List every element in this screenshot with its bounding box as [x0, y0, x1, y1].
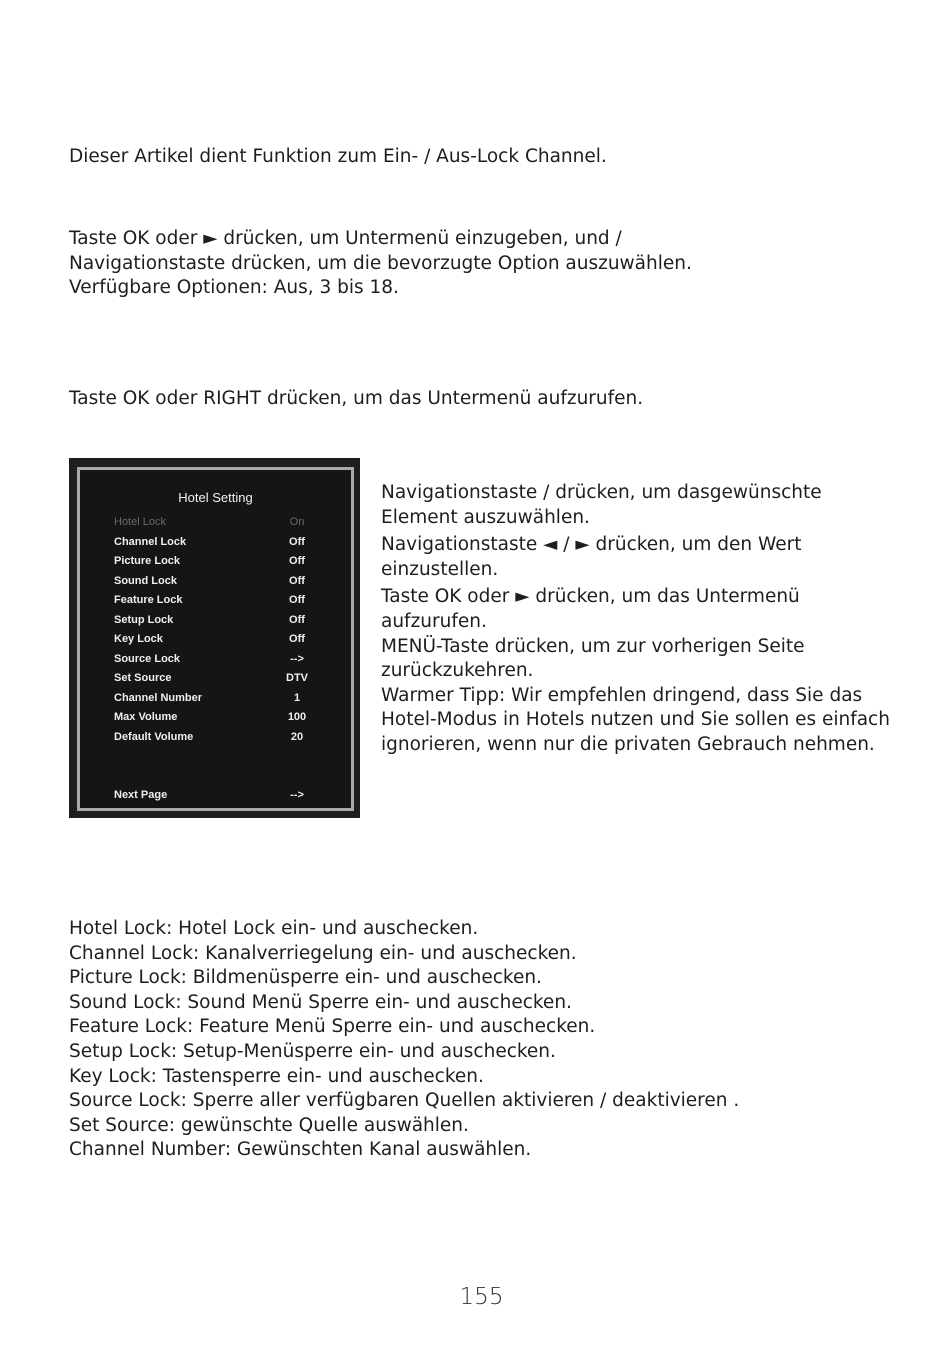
osd-row-label: Max Volume	[114, 711, 178, 723]
osd-row-value: Off	[289, 613, 305, 626]
description-line: Sound Lock: Sound Menü Sperre ein- und auschecken.	[69, 991, 572, 1013]
osd-row-value: Off	[289, 555, 305, 567]
instruction-line: MENÜ-Taste drücken, um zur vorherigen Seite	[381, 635, 805, 657]
osd-row-value: Off	[289, 574, 305, 587]
osd-row-key-lock[interactable]	[114, 633, 329, 651]
osd-row-label: Default Volume	[114, 730, 194, 743]
instruction-line: einzustellen.	[381, 558, 499, 580]
description-line: Channel Number: Gewünschten Kanal auswählen.	[69, 1139, 532, 1161]
osd-row-channel-lock[interactable]	[114, 536, 329, 554]
submenu-hint: Taste OK oder RIGHT drücken, um das Untermenü aufzurufen.	[69, 388, 644, 409]
osd-row-channel-number[interactable]	[114, 692, 329, 710]
navigation-paragraph	[69, 227, 692, 301]
navigation-line: Navigationstaste drücken, um die bevorzugte Option auszuwählen.	[69, 252, 692, 274]
osd-row-label: Sound Lock	[114, 574, 177, 587]
navigation-line: Verfügbare Optionen: Aus, 3 bis 18.	[69, 277, 399, 299]
osd-next-page-label: Next Page	[114, 789, 168, 801]
osd-row-label: Source Lock	[114, 652, 181, 665]
osd-row-label: Key Lock	[114, 633, 163, 645]
lock-descriptions	[69, 917, 739, 1163]
osd-row-feature-lock[interactable]	[114, 594, 329, 612]
osd-frame	[77, 467, 354, 811]
description-line: Channel Lock: Kanalverriegelung ein- und auschecken.	[69, 942, 577, 964]
instruction-line: ignorieren, wenn nur die privaten Gebrauch nehmen.	[381, 733, 875, 755]
osd-row-value: Off	[289, 535, 305, 548]
instruction-line: Navigationstaste / drücken, um dasgewünschte	[381, 482, 822, 503]
instructions-column	[381, 481, 947, 758]
osd-row-label: Channel Number	[114, 691, 203, 704]
osd-row-sound-lock[interactable]	[114, 575, 329, 593]
osd-row-value: Off	[289, 633, 305, 645]
osd-row-value: -->	[290, 652, 304, 665]
osd-row-label: Hotel Lock	[114, 516, 166, 528]
osd-row-label: Feature Lock	[114, 594, 183, 606]
osd-row-default-volume[interactable]	[114, 731, 329, 749]
osd-row-label: Setup Lock	[114, 613, 174, 626]
osd-row-hotel-lock[interactable]	[114, 516, 329, 534]
page-number: 155	[459, 1284, 504, 1310]
osd-row-source-lock[interactable]	[114, 653, 329, 671]
description-line: Setup Lock: Setup-Menüsperre ein- und auschecken.	[69, 1040, 556, 1062]
description-line: Hotel Lock: Hotel Lock ein- und auschecken.	[69, 918, 479, 939]
osd-row-set-source[interactable]	[114, 672, 329, 690]
description-line: Picture Lock: Bildmenüsperre ein- und auschecken.	[69, 967, 542, 989]
osd-row-value: 1	[293, 691, 301, 704]
instruction-line: Warmer Tipp: Wir empfehlen dringend, dass Sie das	[381, 684, 863, 706]
osd-row-value: 20	[290, 730, 304, 743]
osd-row-value: DTV	[286, 672, 308, 684]
instruction-line: zurückzukehren.	[381, 660, 534, 682]
intro-text: Dieser Artikel dient Funktion zum Ein- / Aus-Lock Channel.	[69, 146, 607, 167]
description-line: Set Source: gewünschte Quelle auswählen.	[69, 1114, 469, 1136]
osd-title: Hotel Setting	[178, 490, 253, 505]
description-line: Source Lock: Sperre aller verfügbaren Quellen aktivieren / deaktivieren .	[69, 1090, 740, 1112]
osd-row-label: Set Source	[114, 672, 172, 684]
instruction-line: Navigationstaste ◄ / ► drücken, um den Wert	[381, 534, 802, 556]
instruction-line: Hotel-Modus in Hotels nutzen und Sie sollen es einfach	[381, 709, 890, 731]
osd-row-value: 100	[287, 711, 307, 723]
osd-next-page-arrow: -->	[290, 789, 304, 801]
navigation-line: Taste OK oder ► drücken, um Untermenü einzugeben, und /	[69, 228, 622, 249]
osd-next-page[interactable]	[114, 789, 329, 807]
osd-row-picture-lock[interactable]	[114, 555, 329, 573]
description-line: Key Lock: Tastensperre ein- und auschecken.	[69, 1065, 484, 1087]
osd-row-value: Off	[289, 594, 305, 606]
instruction-line: Taste OK oder ► drücken, um das Untermenü	[381, 586, 800, 608]
hotel-setting-osd	[69, 458, 360, 818]
osd-row-label: Picture Lock	[114, 555, 181, 567]
osd-row-value: On	[289, 516, 305, 528]
osd-row-max-volume[interactable]	[114, 711, 329, 729]
osd-row-label: Channel Lock	[114, 535, 187, 548]
instruction-line: Element auszuwählen.	[381, 506, 590, 528]
instruction-line: aufzurufen.	[381, 610, 487, 632]
osd-row-setup-lock[interactable]	[114, 614, 329, 632]
description-line: Feature Lock: Feature Menü Sperre ein- und auschecken.	[69, 1016, 596, 1038]
